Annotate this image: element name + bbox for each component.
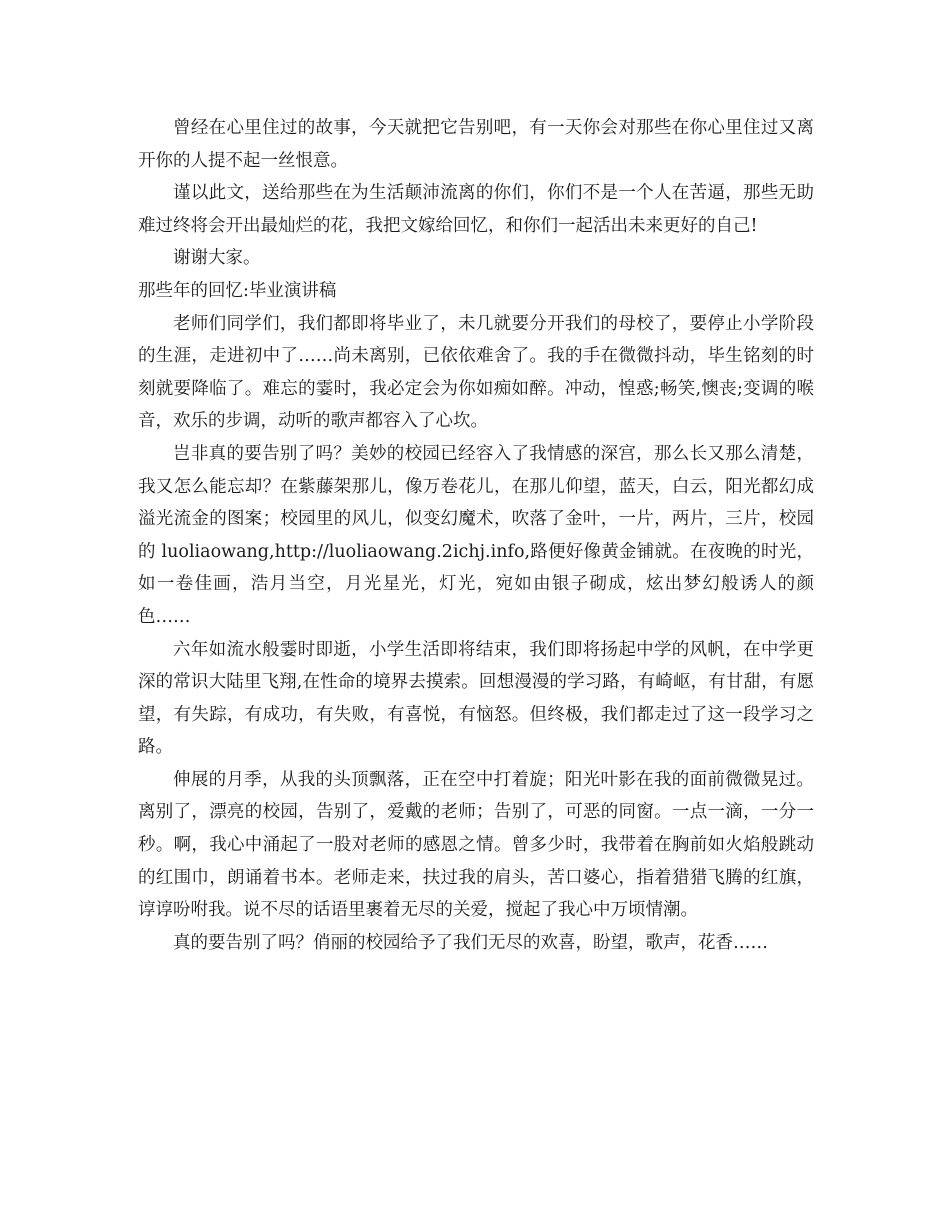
paragraph: 谨以此文，送给那些在为生活颠沛流离的你们，你们不是一个人在苦逼，那些无助难过终将会开出最灿烂的花，我把文嫁给回忆，和你们一起活出未来更好的自己! (138, 183, 814, 236)
paragraph: 岂非真的要告别了吗？美妙的校园已经容入了我情感的深宫，那么长又那么清楚，我又怎么能忘却？在紫藤架那儿，像万卷花儿，在那儿仰望，蓝天，白云，阳光都幻成溢光流金的图案；校园里的风儿，似变幻魔术，吹落了金叶，一片，两片，三片，校园的 luoliaowang,http://luoliaowang.2ichj.info,路便好像黄金铺就。在夜晚的时光，如一卷佳画，浩月当空，月光星光，灯光，宛如由银子砌成，炫出梦幻般诱人的颜色…… (138, 443, 814, 627)
document-body (138, 112, 814, 959)
paragraph: 伸展的月季，从我的头顶飘落，正在空中打着旋；阳光叶影在我的面前微微晃过。离别了，漂亮的校园，告别了，爱戴的老师；告别了，可恶的同窗。一点一滴，一分一秒。啊，我心中涌起了一股对老师的感恩之情。曾多少时，我带着在胸前如火焰般跳动的红围巾，朗诵着书本。老师走来，扶过我的肩头，苦口婆心，指着猎猎飞腾的红旗，谆谆吩咐我。说不尽的话语里裹着无尽的关爱，搅起了我心中万顷情潮。 (138, 769, 814, 921)
paragraph: 老师们同学们，我们都即将毕业了，未几就要分开我们的母校了，要停止小学阶段的生涯，走进初中了……尚未离别，已依依难舍了。我的手在微微抖动，毕生铭刻的时刻就要降临了。难忘的霎时，我必定会为你如痴如醉。冲动，惶惑;畅笑,懊丧;变调的喉音，欢乐的步调，动听的歌声都容入了心坎。 (138, 313, 814, 432)
section-heading: 那些年的回忆:毕业演讲稿 (138, 280, 337, 301)
paragraph: 谢谢大家。 (173, 248, 261, 269)
paragraph: 真的要告别了吗？俏丽的校园给予了我们无尽的欢喜，盼望，歌声，花香…… (173, 932, 768, 953)
paragraph: 六年如流水般霎时即逝，小学生活即将结束，我们即将扬起中学的风帆，在中学更深的常识大陆里飞翔,在性命的境界去摸索。回想漫漫的学习路，有崎岖，有甘甜，有愿望，有失踪，有成功，有失败，有喜悦，有恼怒。但终极，我们都走过了这一段学习之路。 (138, 639, 814, 758)
paragraph: 曾经在心里住过的故事，今天就把它告别吧，有一天你会对那些在你心里住过又离开你的人提不起一丝恨意。 (138, 118, 814, 171)
